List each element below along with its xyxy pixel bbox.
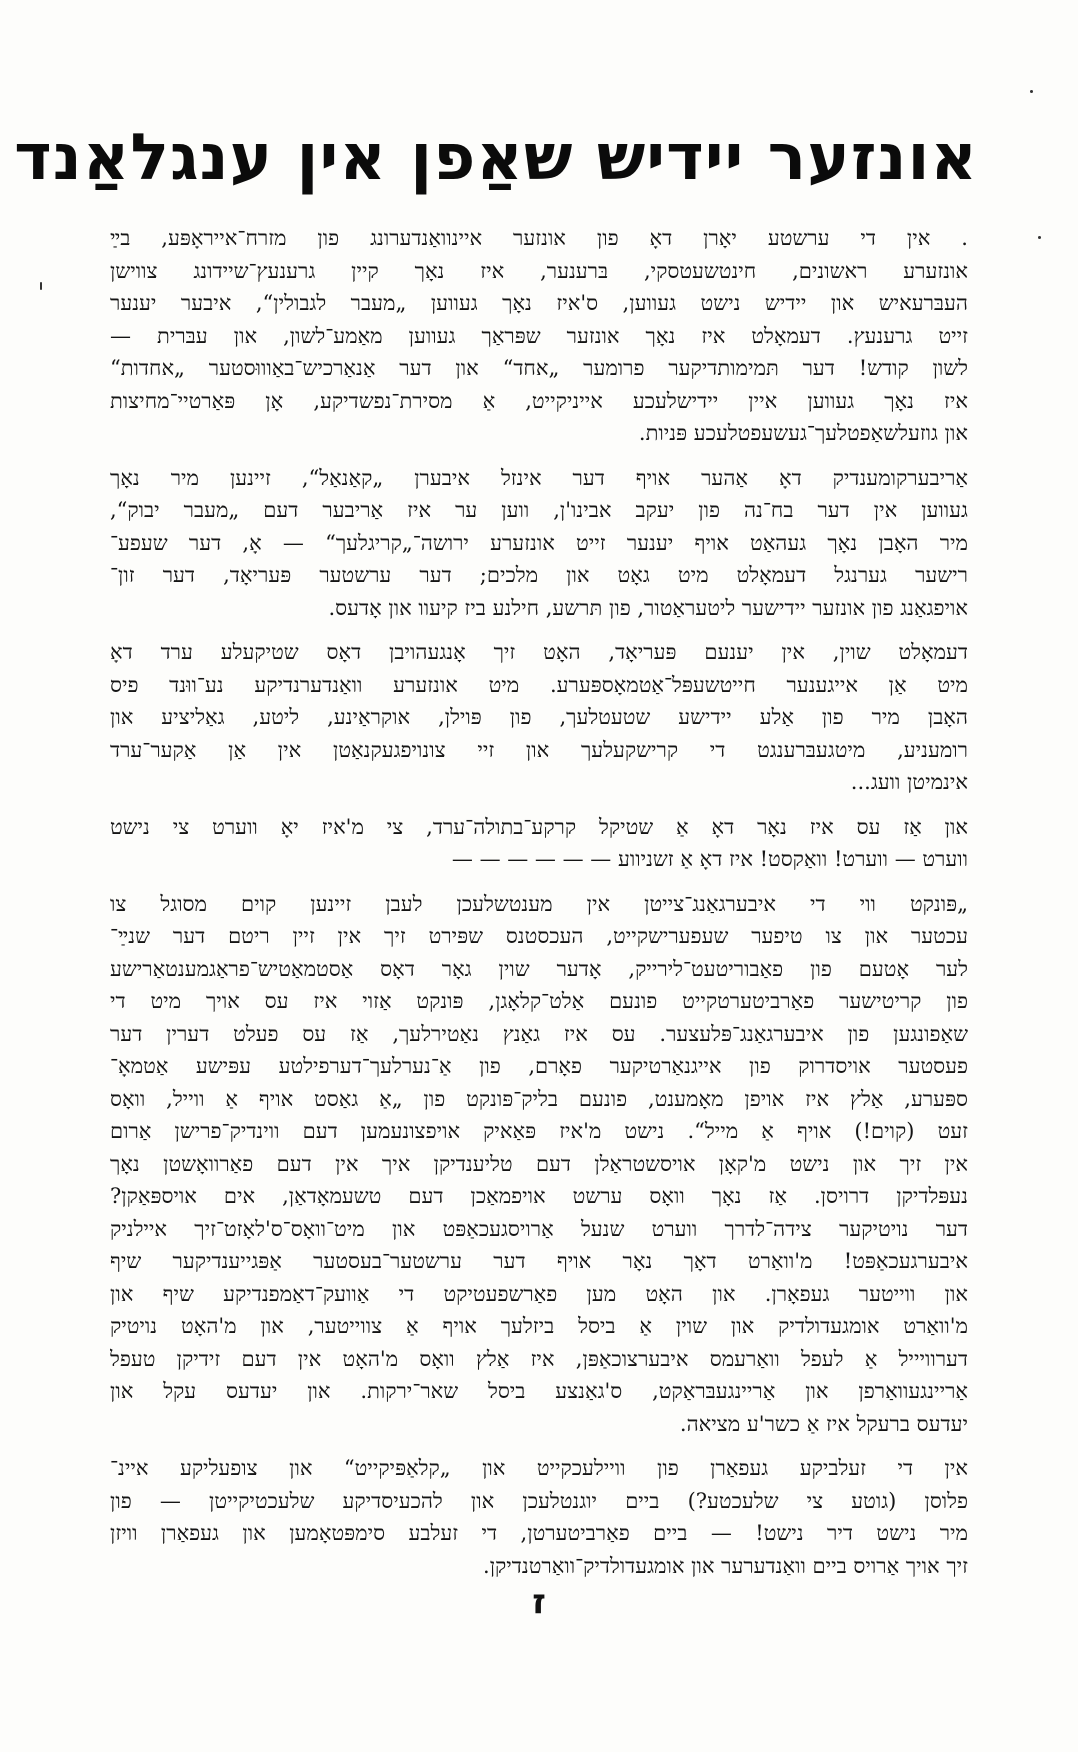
- text-line: איבערגעכאַפּט! מ'וואַרט דאָך נאָר אויף דער ערשטער־בעסטער אַפּגייענדיקער שיף: [110, 1249, 968, 1273]
- text-line: זעט (קוים!) אויף אַ מייל“. נישט מ'איז פּאַאיק אויפצונעמען דעם ווינדיק־פרישן אַרום: [110, 1119, 968, 1143]
- text-line: זיך אויך אַרויס ביים וואַנדערער און אומגעדולדיק־וואַרטנדיקן.: [483, 1553, 968, 1578]
- text-line: אין זיך און נישט מ'קאָן אויסשטראַלן דעם טליענדיקן איך אין דעם פאַרוואָשטן נאָך: [110, 1151, 968, 1176]
- paragraph: [110, 462, 968, 625]
- text-line: פלוסן (גוטע צי שלעכטע?) ביים יוגנטלעכן און להכעיסדיקע שלעכטיקייטן — פון: [110, 1488, 968, 1513]
- text-line: ספּערע, אַלץ איז אויפן מאָמענט, פונעם בליק־פּונקט פון „אַ גאַסט אויף אַ ווייל, וואָס: [110, 1086, 968, 1111]
- text-line: לשון קודש! דער תּמימותדיקער פרומער „אחד“ און דער אַנאַרכיש־באַוווּסטער „אחדות“: [110, 356, 968, 380]
- text-line: אונזערע ראשונים, חינטשעטסקי, בּרענער, איז נאָך קיין גרענעץ־שיידונג צווישן: [110, 258, 968, 283]
- text-line: נעפּלדיקן דרויסן. אַז נאָך וואָס ערשט אויפמאַכן דעם טשעמאָדאַן, אים אויספּאַקן?: [110, 1184, 968, 1208]
- page-number: ז: [532, 1582, 546, 1622]
- text-line: דעמאָלט שוין, אין יענעם פּעריאָד, האָט זיך אָנגעהויבן דאָס שטיקעלע ערד דאָ: [110, 640, 968, 664]
- paragraph: [110, 636, 968, 799]
- text-line: פון קריטישער פאַרביטערטקייט פונעם אַלט־קלאָגן, פּונקט אַזוי איז עס אויך מיט די: [110, 989, 968, 1013]
- text-line: רומעניע, מיטגעבּרענגט די קרישקעלעך און זיי צונויפגעקנאַטן אין אַן אַקער־ערד: [110, 737, 968, 762]
- text-line: געווען אין דער בח־נה פון יעקב אבינו'ן, ווען ער איז אַריבער דעם „מעבר יבוק“,: [110, 498, 968, 522]
- print-speck: [1030, 90, 1033, 93]
- text-line: יעדעס ברעקל איז אַ כשר'ע מציאה.: [679, 1411, 968, 1436]
- text-line: מ'וואַרט אומגעדולדיק און שוין אַ ביסל ביזלעך אויף אַ צווייטער, און מ'האָט נויטיק: [110, 1314, 968, 1338]
- text-line: פעסטער אויסדרוק פון אייגנאַרטיקער פאָרם, פון אַ־נערלעך־דערפילטע עפּישע אַטמאָ־: [110, 1054, 968, 1078]
- text-line: דערוויייל אַ לעפל וואַרעמס איבערצוכאַפּן, איז אַלץ וואָס מ'האָט אין דעם זידיקן טעפל: [110, 1346, 968, 1371]
- text-line: מיט אַן אייגענער חייטשעפּל־אַטמאָספּערע. מיט אונזערע וואַנדערנדיקע נע־ווּנד פיס: [110, 672, 968, 697]
- print-speck: [40, 282, 42, 290]
- text-line: און גוזעלשאַפטלעך־געשעפטלעכע פּניות.: [638, 421, 968, 445]
- text-line: און אַז עס איז נאָר דאָ אַ שטיקל קרקע־בתולה־ערד, צי מ'איז יאָ ווערט צי נישט: [110, 814, 968, 839]
- text-line: שאַפונגען פון איבערגאַנג־פּלעצער. עס איז גאַנץ נאַטירלעך, אַז עס פעלט דערין דער: [110, 1021, 968, 1046]
- text-line: און ווייטער געפאָרן. און האָט מען פאַרשפעטיקט די אַוועק־דאַמפנדיקע שיף און: [110, 1281, 968, 1306]
- text-line: זייט גרענעץ. דעמאָלט איז נאָך אונזער שפּראַך געווען מאַמע־לשון, און עבּרית —: [110, 323, 968, 348]
- text-line: איז נאָך געווען איין יידישלעכע אייניקייט, אַ מסירת־נפשדיקע, אָן פּאַרטיי־מחיצות: [110, 388, 968, 413]
- text-line: רישער גערנגל דעמאָלט מיט גאָט און מלכים; דער ערשטער פּעריאָד, דער זון־: [110, 563, 968, 587]
- text-line: „פּונקט ווי די איבערגאַנג־צייטן אין מענטשלעכן לעבן זיינען קוים מסוגל צו: [110, 891, 968, 916]
- text-line: מיר נישט דיר נישט! — ביים פאַרביטערטן, די זעלבע סימפּטאָמען און געפאַרן וויזן: [110, 1521, 968, 1545]
- paragraph: [110, 811, 968, 876]
- text-line: האָבן מיר פון אַלע יידישע שטעטלעך, פון פּוילן, אוקראַינע, ליטע, גאַליציע און: [110, 705, 968, 729]
- text-line: דער נויטיקער צידה־לדרך ווערט שנעל אַרויסגעכאַפּט און מיט־וואָס־ס'לאָזט־זיך איילניק: [110, 1216, 968, 1241]
- article-body: [110, 222, 968, 1594]
- text-line: אַריבערקומענדיק דאָ אַהער אויף דער אינזל איבערן „קאַנאַל“, זיינען מיר נאָך: [110, 465, 968, 490]
- text-line: אינמיטן וועג...: [850, 770, 968, 794]
- paragraph: [110, 1452, 968, 1582]
- paragraph: [110, 888, 968, 1441]
- text-line: . אין די ערשטע יאָרן דאָ פון אונזער איינוואַנדערונג פון מזרח־אייראָפּע, בײַ: [110, 226, 968, 250]
- text-line: אויפגאַנג פון אונזער יידישער ליטעראַטור, פון תּרשע, חילנע ביז קיעוו און אָדעס.: [328, 595, 968, 620]
- text-line: לער אָטעם פון פאַבוריטעט־לירייק, אָדער שוין גאָר דאָס אַסטמאַטיש־פראַגמענטאַרישע: [110, 956, 968, 981]
- text-line: אין די זעלביקע געפאַרן פון וויילעכקייט און „קלאַפּיקייט“ און צופעליקע איינ־: [110, 1456, 968, 1480]
- page-title: אונזער יידיש שאַפן אין ענגלאַנד: [14, 121, 978, 195]
- text-line: עכטער און צו טיפער שעפערישקייט, העכסטנס שפּירט זיך אין זיין ריטם דער שנײַ־: [110, 924, 968, 948]
- paragraph: [110, 222, 968, 450]
- text-line: מיר האָבן נאָך געהאַט אויף יענער זייט אונזערע ירושה־„קריגלעך“ — אָ, דער שעפע־: [110, 530, 968, 555]
- text-line: ווערט — ווערט! וואַקסט! איז דאָ אַ זשניווע — — — — — —: [451, 847, 968, 871]
- print-speck: [1038, 236, 1041, 239]
- text-line: אַריינגעוואַרפן און אַריינגעבּראַקט, ס'גאַנצע ביסל שאר־ירקות. און יעדעס עקל און: [110, 1379, 968, 1403]
- text-line: העבּרעאיש און יידיש נישט געווען, ס'איז נאָך געווען „מעבר לגבולין“, איבער יענער: [110, 291, 968, 315]
